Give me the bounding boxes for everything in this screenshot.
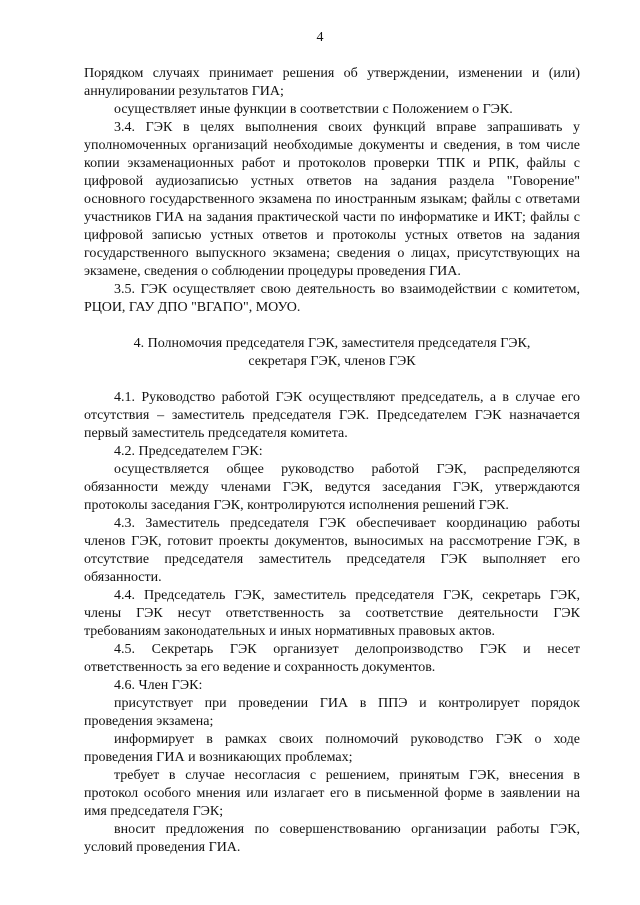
paragraph-4-5: 4.5. Секретарь ГЭК организует делопроизводство ГЭК и несет ответственность за его ведение и сохранность документов.: [84, 642, 580, 675]
paragraph-4-6: 4.6. Член ГЭК:: [114, 678, 203, 693]
page-number: 4: [316, 30, 324, 45]
paragraph-3-5: 3.5. ГЭК осуществляет свою деятельность во взаимодействии с комитетом, РЦОИ, ГАУ ДПО "ВГАПО", МОУО.: [84, 282, 580, 315]
section-heading: [84, 335, 580, 371]
paragraph-4-1: 4.1. Руководство работой ГЭК осуществляют председатель, а в случае его отсутствия – заместитель председателя ГЭК. Председателем ГЭК назначается первый заместитель председателя комитета.: [84, 390, 580, 441]
paragraph-continuation: Порядком случаях принимает решения об утверждении, изменении и (или) аннулировании результатов ГИА;: [84, 66, 580, 99]
paragraph-4-2: 4.2. Председателем ГЭК:: [114, 444, 263, 459]
paragraph-4-3: 4.3. Заместитель председателя ГЭК обеспечивает координацию работы членов ГЭК, готовит проекты документов, выносимых на рассмотрение ГЭК, в отсутствие председателя заместитель председателя ГЭК выполняет его обязанности.: [84, 516, 580, 585]
paragraph-3-4: 3.4. ГЭК в целях выполнения своих функций вправе запрашивать у уполномоченных организаций необходимые документы и сведения, в том числе копии экзаменационных работ и протоколов проверки ТПК и РПК, файлы с цифровой аудиозаписью устных ответов на задания раздела "Говорение" основного государственного экзамена по иностранным языкам; файлы с ответами участников ГИА на задания практической части по информатике и ИКТ; файлы с цифровой записью устных ответов и протоколы устных ответов на задания государственного выпускного экзамена; сведения о лицах, присутствующих на экзамене, сведения о соблюдении процедуры проведения ГИА.: [84, 120, 580, 279]
paragraph-4-6-d: вносит предложения по совершенствованию организации работы ГЭК, условий проведения ГИА.: [84, 822, 580, 855]
paragraph-other-functions: осуществляет иные функции в соответствии с Положением о ГЭК.: [114, 102, 513, 117]
paragraph-4-4: 4.4. Председатель ГЭК, заместитель председателя ГЭК, секретарь ГЭК, члены ГЭК несут ответственность за соответствие деятельности ГЭК требованиям законодательных и иных нормативных правовых актов.: [84, 588, 580, 639]
section-heading-line-1: 4. Полномочия председателя ГЭК, заместителя председателя ГЭК,: [133, 336, 531, 351]
paragraph-4-6-a: присутствует при проведении ГИА в ППЭ и контролирует порядок проведения экзамена;: [84, 696, 580, 729]
document-body: [84, 65, 580, 857]
paragraph-4-6-b: информирует в рамках своих полномочий руководство ГЭК о ходе проведения ГИА и возникающих проблемах;: [84, 732, 580, 765]
section-heading-line-2: секретаря ГЭК, членов ГЭК: [248, 354, 416, 369]
paragraph-4-6-c: требует в случае несогласия с решением, принятым ГЭК, внесения в протокол особого мнения или излагает его в письменной форме в заявлении на имя председателя ГЭК;: [84, 768, 580, 819]
paragraph-4-2-a: осуществляется общее руководство работой ГЭК, распределяются обязанности между членами ГЭК, ведутся заседания ГЭК, утверждаются протоколы заседания ГЭК, контролируются исполнения решений ГЭК.: [84, 462, 580, 513]
